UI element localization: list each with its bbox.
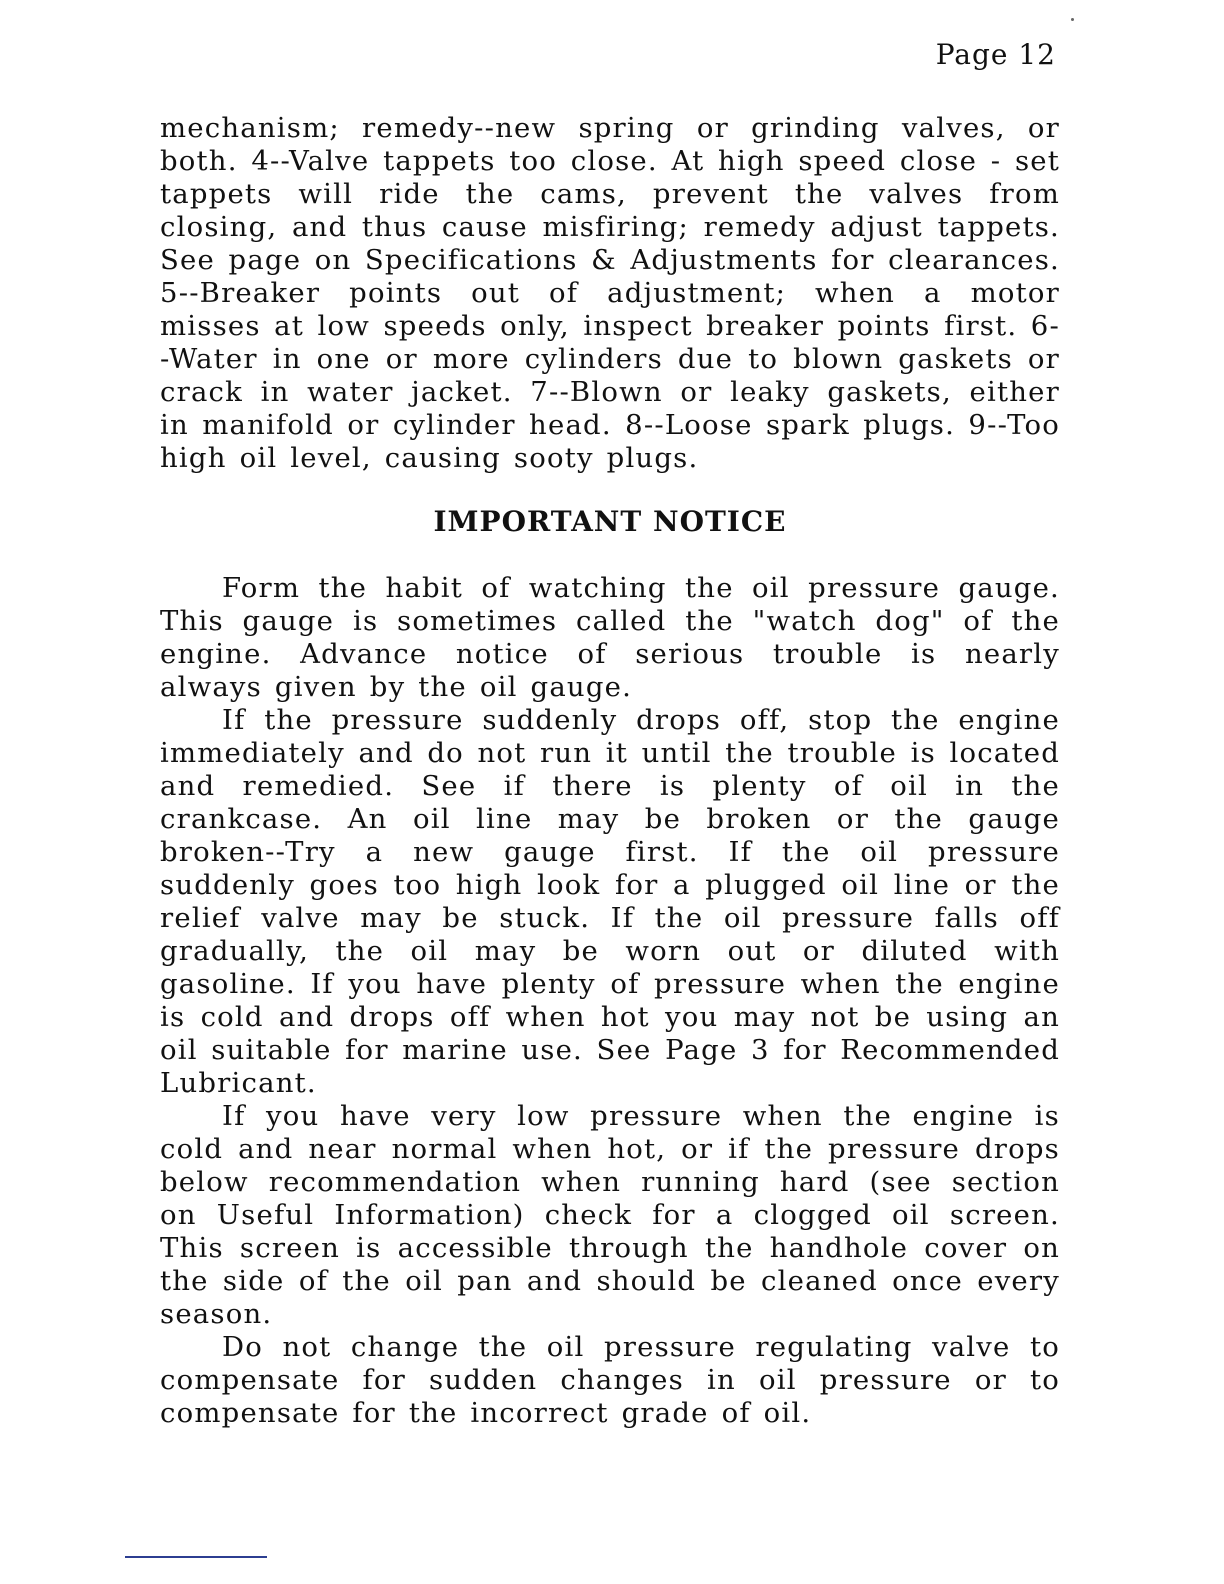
- page-body: [160, 112, 1060, 1430]
- paragraph-regulating-valve: Do not change the oil pressure regulating valve to compensate for sudden changes in oil pressure or to compensate for the incorrect grade of oil.: [160, 1331, 1060, 1429]
- paragraph-oil-gauge: Form the habit of watching the oil pressure gauge. This gauge is sometimes called the "watch dog" of the engine. Advance notice of serious trouble is nearly always given by the oil gauge.: [160, 572, 1060, 703]
- page-number: Page 12: [935, 38, 1056, 71]
- continuation-paragraph: mechanism; remedy--new spring or grinding valves, or both. 4--Valve tappets too close. At high speed close - set tappets will ride the cams, prevent the valves from closing, and thus cause misfiring; remedy adjust tappets. See page on Specifications & Adjustments for clearances. 5--Breaker points out of adjustment; when a motor misses at low speeds only, inspect breaker points first. 6--Water in one or more cylinders due to blown gaskets or crack in water jacket. 7--Blown or leaky gaskets, either in manifold or cylinder head. 8--Loose spark plugs. 9--Too high oil level, causing sooty plugs.: [160, 112, 1060, 474]
- paragraph-pressure-drops: If the pressure suddenly drops off, stop the engine immediately and do not run it until the trouble is located and remedied. See if there is plenty of oil in the crankcase. An oil line may be broken or the gauge broken--Try a new gauge first. If the oil pressure suddenly goes too high look for a plugged oil line or the relief valve may be stuck. If the oil pressure falls off gradually, the oil may be worn out or diluted with gasoline. If you have plenty of pressure when the engine is cold and drops off when hot you may not be using an oil suitable for marine use. See Page 3 for Recommended Lubricant.: [160, 704, 1060, 1099]
- scan-speck: [1071, 18, 1074, 21]
- paragraph-low-pressure: If you have very low pressure when the engine is cold and near normal when hot, or if the pressure drops below recommendation when running hard (see section on Useful Information) check for a clogged oil screen. This screen is accessible through the handhole cover on the side of the oil pan and should be cleaned once every season.: [160, 1100, 1060, 1330]
- footnote-rule: [125, 1556, 267, 1558]
- section-title: IMPORTANT NOTICE: [433, 505, 787, 538]
